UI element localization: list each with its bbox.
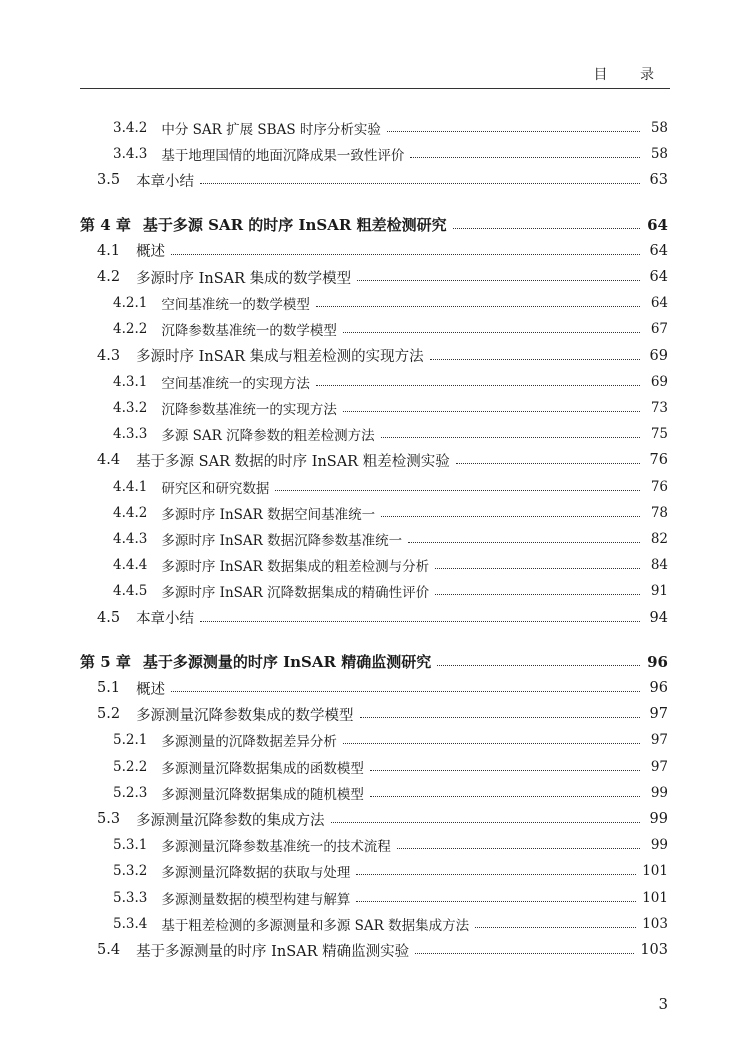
toc-entry-page: 78: [650, 504, 668, 521]
toc-entry-number: 5.2.2: [113, 758, 148, 775]
toc-entry-page: 67: [650, 321, 668, 338]
toc-entry: [113, 142, 668, 166]
dot-leader: [370, 795, 640, 797]
toc-entry: [113, 370, 668, 394]
toc-entry-title: 多源测量沉降参数集成的数学模型: [136, 707, 354, 724]
toc-entry-title: 本章小结: [136, 611, 195, 628]
toc-entry-page: 96: [647, 652, 668, 671]
toc-entry: [97, 606, 668, 630]
toc-entry: [97, 344, 668, 368]
toc-entry-page: 58: [650, 146, 668, 163]
toc-entry-title: 研究区和研究数据: [161, 480, 270, 497]
dot-leader: [360, 716, 640, 718]
toc-entry-number: 4.4.5: [113, 583, 148, 600]
toc-entry-title: 多源测量沉降数据集成的随机模型: [161, 786, 364, 803]
toc-chapter-entry: [80, 213, 668, 237]
toc-entry-page: 99: [650, 837, 668, 854]
page-number: 3: [658, 995, 668, 1013]
toc-entry-page: 64: [649, 269, 668, 285]
toc-entry-number: 4.4.3: [113, 531, 148, 547]
toc-entry-number: 5.3.4: [113, 915, 148, 932]
toc-entry-page: 76: [650, 478, 668, 495]
toc-entry-number: 5.3: [97, 811, 121, 827]
toc-entry-title: 沉降参数基准统一的数学模型: [161, 323, 337, 340]
toc-entry-page: 63: [649, 172, 668, 189]
toc-entry-number: 4.2.2: [113, 321, 148, 338]
dot-leader: [343, 331, 640, 333]
dot-leader: [316, 305, 640, 307]
toc-chapter-entry: [80, 650, 668, 674]
toc-entry: [113, 912, 668, 936]
toc-entry-page: 69: [649, 347, 668, 364]
toc-entry: [113, 886, 668, 910]
toc-entry-title: 多源时序 InSAR 数据集成的粗差检测与分析: [161, 559, 430, 576]
toc-entry-page: 91: [650, 583, 668, 600]
toc-entry-number: 5.4: [97, 942, 121, 958]
toc-entry: [97, 938, 668, 962]
toc-entry-page: 58: [650, 120, 668, 136]
toc-entry-title: 基于地理国情的地面沉降成果一致性评价: [161, 148, 405, 165]
toc-entry-number: 5.3.2: [113, 863, 148, 880]
dot-leader: [370, 769, 640, 771]
toc-entry-title: 多源测量沉降参数的集成方法: [136, 812, 325, 829]
dot-leader: [453, 227, 640, 229]
toc-entry: [113, 501, 668, 525]
toc-entry-title: 空间基准统一的实现方法: [161, 375, 310, 392]
toc-entry-title: 多源时序 InSAR 沉降数据集成的精确性评价: [161, 585, 430, 602]
toc-entry-title: 基于多源 SAR 的时序 InSAR 粗差检测研究: [142, 216, 447, 235]
toc-entry-title: 基于多源测量的时序 InSAR 精确监测研究: [142, 653, 432, 672]
toc-entry-title: 多源测量的沉降数据差异分析: [161, 734, 337, 751]
dot-leader: [435, 593, 640, 595]
toc-entry-number: 第 5 章: [80, 653, 131, 672]
toc-entry-number: 5.2.1: [113, 732, 148, 749]
toc-entry-number: 4.3: [97, 347, 121, 364]
toc-entry-title: 空间基准统一的数学模型: [161, 297, 310, 314]
toc-entry: [113, 755, 668, 779]
toc-entry-title: 多源时序 InSAR 数据沉降参数基准统一: [161, 533, 403, 549]
header-title: 目 录: [593, 67, 668, 83]
toc-entry-page: 97: [650, 732, 668, 749]
toc-entry: [97, 448, 668, 472]
running-header: [80, 62, 670, 89]
toc-entry-title: 概述: [136, 681, 166, 698]
toc-entry-title: 基于多源 SAR 数据的时序 InSAR 粗差检测实验: [136, 453, 450, 470]
dot-leader: [356, 873, 636, 875]
toc-entry-title: 多源时序 InSAR 集成与粗差检测的实现方法: [136, 349, 424, 366]
toc-entry-number: 4.3.3: [113, 426, 148, 443]
dot-leader: [456, 462, 640, 464]
toc-entry-page: 101: [642, 889, 668, 906]
toc-entry: [113, 291, 668, 315]
toc-entry: [113, 579, 668, 603]
dot-leader: [415, 952, 634, 954]
toc-entry-title: 多源测量沉降参数基准统一的技术流程: [161, 839, 391, 856]
toc-entry-number: 4.2.1: [113, 295, 148, 312]
dot-leader: [381, 515, 640, 517]
toc-entry-page: 97: [650, 758, 668, 775]
toc-entry-title: 多源测量沉降数据的获取与处理: [161, 865, 351, 882]
toc-entry-page: 82: [650, 531, 668, 547]
toc-entry: [113, 422, 668, 446]
toc-entry-title: 多源时序 InSAR 数据空间基准统一: [161, 506, 376, 523]
toc-entry: [97, 676, 668, 700]
toc-entry-title: 多源 SAR 沉降参数的粗差检测方法: [161, 428, 375, 445]
dot-leader: [397, 847, 640, 849]
toc-entry-number: 4.1: [97, 242, 121, 259]
toc-entry-page: 97: [649, 706, 668, 723]
toc-entry-page: 76: [649, 452, 668, 469]
toc-entry: [113, 475, 668, 499]
toc-entry: [97, 168, 668, 192]
toc-entry-title: 多源测量数据的模型构建与解算: [161, 891, 351, 908]
toc-entry-title: 沉降参数基准统一的实现方法: [161, 402, 337, 418]
toc-entry: [113, 317, 668, 341]
toc-entry-title: 基于粗差检测的多源测量和多源 SAR 数据集成方法: [161, 917, 470, 934]
toc-entry: [113, 527, 668, 551]
dot-leader: [408, 541, 640, 543]
toc-entry: [113, 833, 668, 857]
dot-leader: [437, 664, 640, 666]
toc-entry-number: 5.2.3: [113, 784, 148, 801]
toc-entry-page: 99: [649, 811, 668, 827]
toc-entry-page: 103: [642, 915, 668, 932]
toc-entry-number: 4.3.2: [113, 400, 148, 416]
toc-entry-number: 4.4.4: [113, 557, 148, 574]
dot-leader: [200, 620, 640, 622]
dot-leader: [357, 279, 640, 281]
toc-entry-page: 64: [650, 295, 668, 312]
dot-leader: [387, 130, 640, 132]
toc-entry-title: 多源时序 InSAR 集成的数学模型: [136, 270, 352, 287]
toc-entry: [113, 781, 668, 805]
toc-entry-number: 5.2: [97, 706, 121, 723]
toc-entry-title: 基于多源测量的时序 InSAR 精确监测实验: [136, 943, 410, 960]
toc-entry-title: 多源测量沉降数据集成的函数模型: [161, 760, 364, 777]
toc-entry-number: 4.4.1: [113, 478, 148, 495]
toc-entry-title: 概述: [136, 244, 166, 261]
dot-leader: [381, 436, 640, 438]
toc-entry-page: 64: [649, 242, 668, 259]
dot-leader: [171, 253, 640, 255]
toc-entry-number: 3.4.3: [113, 146, 148, 163]
toc-entry-page: 64: [647, 215, 668, 234]
toc-entry-number: 5.3.3: [113, 889, 148, 906]
dot-leader: [171, 690, 640, 692]
dot-leader: [410, 156, 640, 158]
toc-entry-title: 本章小结: [136, 173, 195, 190]
toc-entry-page: 99: [650, 784, 668, 801]
toc-entry-page: 84: [650, 557, 668, 574]
dot-leader: [275, 489, 640, 491]
toc-entry-number: 4.4: [97, 452, 121, 469]
dot-leader: [343, 742, 640, 744]
toc-entry: [113, 553, 668, 577]
toc-entry-number: 3.5: [97, 172, 121, 189]
dot-leader: [331, 821, 640, 823]
toc-entry-page: 101: [642, 863, 668, 880]
toc-entry: [97, 807, 668, 831]
dot-leader: [475, 926, 636, 928]
toc-entry-title: 中分 SAR 扩展 SBAS 时序分析实验: [161, 122, 381, 138]
toc-entry-number: 3.4.2: [113, 120, 148, 136]
toc-entry-number: 4.3.1: [113, 373, 148, 390]
toc-entry: [113, 728, 668, 752]
toc-entry: [113, 859, 668, 883]
toc-entry-page: 94: [649, 609, 668, 626]
toc-entry-number: 4.4.2: [113, 504, 148, 521]
toc-entry-page: 96: [649, 680, 668, 696]
toc-entry-number: 5.3.1: [113, 837, 148, 854]
toc-entry-number: 4.2: [97, 269, 121, 285]
toc-entry-number: 4.5: [97, 609, 121, 626]
dot-leader: [435, 567, 640, 569]
toc-entry: [97, 702, 668, 726]
dot-leader: [356, 900, 636, 902]
toc-entry-number: 第 4 章: [80, 216, 131, 235]
toc-entry-page: 75: [650, 426, 668, 443]
toc-entry-number: 5.1: [97, 680, 121, 696]
toc-entry-page: 103: [640, 942, 668, 958]
dot-leader: [430, 358, 640, 360]
dot-leader: [316, 384, 640, 386]
toc-entry: [97, 265, 668, 289]
toc-entry-page: 69: [650, 373, 668, 390]
toc-entry-page: 73: [650, 400, 668, 416]
toc-entry: [97, 239, 668, 263]
toc-entry: [113, 396, 668, 420]
dot-leader: [343, 410, 640, 412]
dot-leader: [200, 182, 640, 184]
toc-entry: [113, 116, 668, 140]
